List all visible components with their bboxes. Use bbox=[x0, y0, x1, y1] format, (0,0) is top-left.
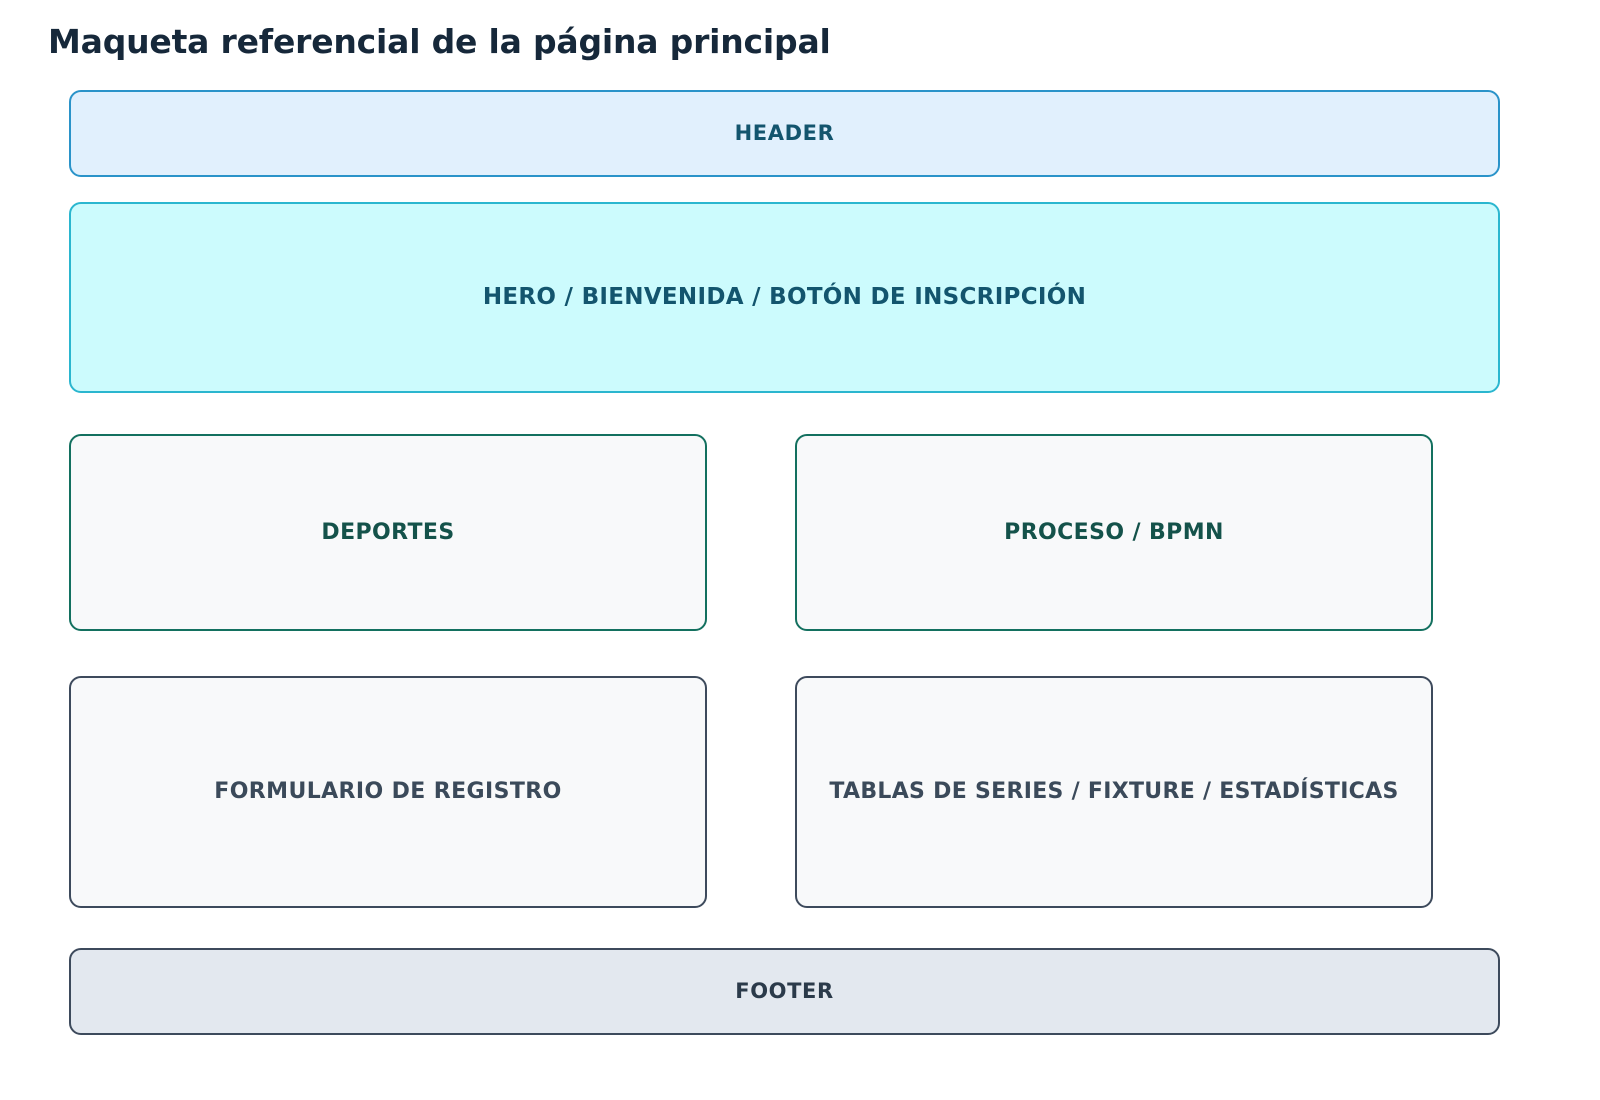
wireframe-block-deportes[interactable] bbox=[69, 434, 707, 631]
wireframe-block-formulario-registro[interactable] bbox=[69, 676, 707, 908]
wireframe-block-header[interactable] bbox=[69, 90, 1500, 177]
wireframe-block-hero-label: HERO / BIENVENIDA / BOTÓN DE INSCRIPCIÓN bbox=[482, 284, 1087, 311]
wireframe-block-deportes-label: DEPORTES bbox=[321, 519, 455, 545]
page-title: Maqueta referencial de la página principal bbox=[48, 22, 831, 61]
wireframe-block-footer-label: FOOTER bbox=[735, 979, 834, 1004]
wireframe-block-proceso-bpmn[interactable] bbox=[795, 434, 1433, 631]
wireframe-block-proceso-bpmn-label: PROCESO / BPMN bbox=[1004, 519, 1224, 545]
wireframe-block-tablas-series[interactable] bbox=[795, 676, 1433, 908]
wireframe-block-formulario-registro-label: FORMULARIO DE REGISTRO bbox=[214, 779, 562, 805]
wireframe-block-hero[interactable] bbox=[69, 202, 1500, 393]
wireframe-block-header-label: HEADER bbox=[734, 121, 835, 146]
wireframe-block-footer[interactable] bbox=[69, 948, 1500, 1035]
wireframe-block-tablas-series-label: TABLAS DE SERIES / FIXTURE / ESTADÍSTICAS bbox=[829, 778, 1399, 804]
